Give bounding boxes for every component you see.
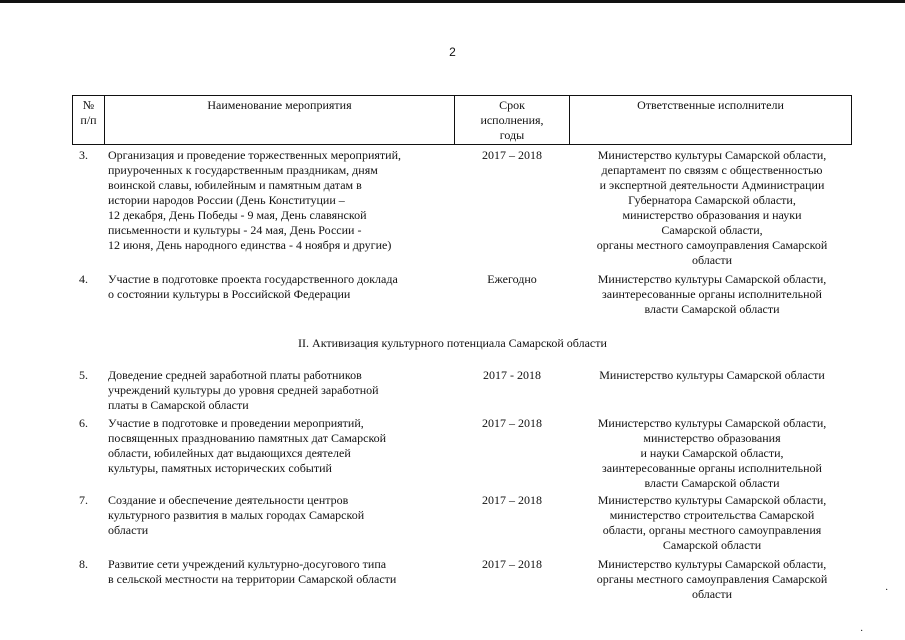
row-number: 5. [79, 368, 88, 382]
row-term: Ежегодно [487, 272, 537, 286]
text-line: Самарской области [662, 538, 762, 552]
table-header [72, 95, 852, 145]
row-term: 2017 - 2018 [483, 368, 541, 382]
text-line: истории народов России (День Конституции – [108, 193, 345, 207]
scan-speck: · [885, 585, 889, 596]
text-line: Министерство культуры Самарской области [599, 368, 825, 382]
text-line: культуры, памятных исторических событий [108, 461, 332, 475]
text-line: 12 декабря, День Победы - 9 мая, День славянской [108, 208, 367, 222]
row-responsible [567, 368, 857, 383]
row-responsible [567, 272, 857, 317]
header-term-line: Срок [499, 98, 525, 112]
header-term [455, 98, 569, 143]
text-line: приуроченных к государственным праздникам, дням [108, 163, 378, 177]
text-line: воинской славы, юбилейным и памятным датам в [108, 178, 362, 192]
row-term: 2017 – 2018 [482, 148, 542, 162]
row-name [108, 272, 398, 302]
row-number: 4. [79, 272, 88, 286]
text-line: области [691, 587, 733, 601]
row-term: 2017 – 2018 [482, 493, 542, 507]
row-term: 2017 – 2018 [482, 416, 542, 430]
text-line: Самарской области, [661, 223, 763, 237]
text-line: Создание и обеспечение деятельности центров [108, 493, 349, 507]
header-term-line: исполнения, [480, 113, 544, 127]
text-line: Министерство культуры Самарской области, [597, 272, 827, 286]
text-line: министерство образования [643, 431, 781, 445]
text-line: Министерство культуры Самарской области, [597, 493, 827, 507]
text-line: учреждений культуры до уровня средней заработной [108, 383, 379, 397]
scan-speck: · [860, 626, 864, 637]
text-line: органы местного самоуправления Самарской [596, 572, 828, 586]
row-responsible [567, 416, 857, 491]
row-name [108, 368, 379, 413]
header-responsible: Ответственные исполнители [637, 98, 784, 112]
text-line: Доведение средней заработной платы работников [108, 368, 362, 382]
row-number: 8. [79, 557, 88, 571]
text-line: Участие в подготовке проекта государственного доклада [108, 272, 398, 286]
text-line: 12 июня, День народного единства - 4 ноября и другие) [108, 238, 392, 252]
row-responsible [567, 493, 857, 553]
text-line: Министерство культуры Самарской области, [597, 416, 827, 430]
row-number: 6. [79, 416, 88, 430]
text-line: и экспертной деятельности Администрации [599, 178, 825, 192]
row-number: 3. [79, 148, 88, 162]
text-line: посвященных празднованию памятных дат Самарской [108, 431, 387, 445]
text-line: органы местного самоуправления Самарской [596, 238, 828, 252]
section-title: II. Активизация культурного потенциала Самарской области [298, 336, 607, 350]
row-responsible [567, 557, 857, 602]
row-number: 7. [79, 493, 88, 507]
text-line: Участие в подготовке и проведении мероприятий, [108, 416, 364, 430]
text-line: заинтересованные органы исполнительной [602, 461, 822, 475]
text-line: власти Самарской области [644, 476, 780, 490]
header-term-line: годы [499, 128, 525, 142]
text-line: области, органы местного самоуправления [602, 523, 822, 537]
row-name [108, 416, 386, 476]
text-line: Развитие сети учреждений культурно-досугового типа [108, 557, 387, 571]
text-line: области [108, 523, 149, 537]
text-line: Организация и проведение торжественных мероприятий, [108, 148, 402, 162]
row-name [108, 148, 401, 253]
text-line: департамент по связям с общественностью [601, 163, 823, 177]
row-name [108, 557, 396, 587]
text-line: Министерство культуры Самарской области, [597, 557, 827, 571]
row-term: 2017 – 2018 [482, 557, 542, 571]
text-line: области [691, 253, 733, 267]
page-number: 2 [449, 45, 456, 59]
text-line: культурного развития в малых городах Самарской [108, 508, 365, 522]
header-num [73, 98, 104, 128]
text-line: области, юбилейных дат выдающихся деятелей [108, 446, 351, 460]
header-num-line: № [82, 98, 95, 112]
text-line: платы в Самарской области [108, 398, 249, 412]
text-line: о состоянии культуры в Российской Федерации [108, 287, 351, 301]
text-line: министерство строительства Самарской [609, 508, 815, 522]
text-line: министерство образования и науки [622, 208, 802, 222]
text-line: в сельской местности на территории Самарской области [108, 572, 397, 586]
row-name [108, 493, 364, 538]
text-line: Губернатора Самарской области, [628, 193, 796, 207]
text-line: письменности и культуры - 24 мая, День России - [108, 223, 362, 237]
text-line: Министерство культуры Самарской области, [597, 148, 827, 162]
text-line: и науки Самарской области, [640, 446, 784, 460]
header-num-line: п/п [80, 113, 97, 127]
row-responsible [567, 148, 857, 268]
text-line: власти Самарской области [644, 302, 780, 316]
top-border-rule [0, 0, 905, 3]
header-name: Наименование мероприятия [207, 98, 352, 112]
text-line: заинтересованные органы исполнительной [602, 287, 822, 301]
